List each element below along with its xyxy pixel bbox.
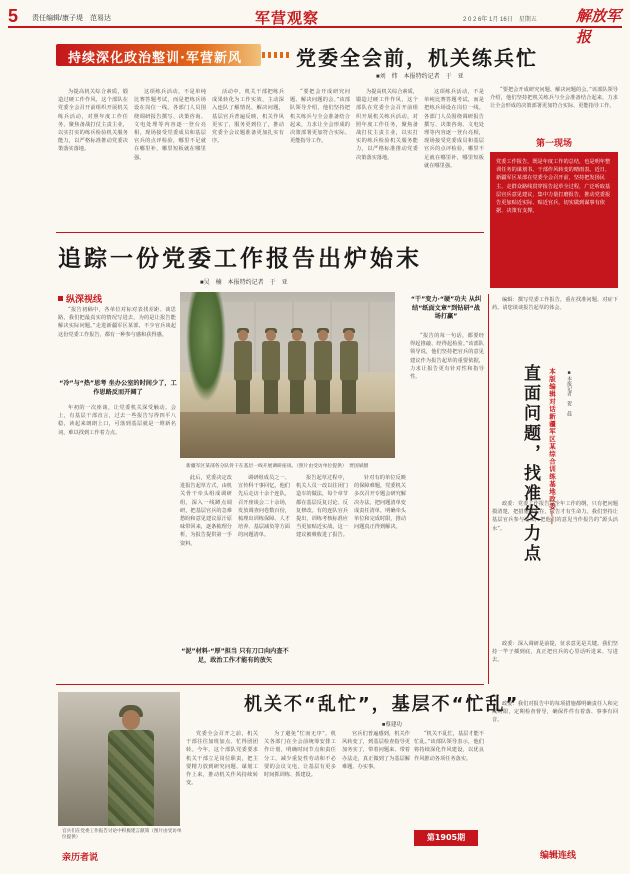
- page-header: [8, 4, 622, 46]
- sidebar-1-intro: [490, 86, 618, 130]
- sidebar-2-subtitle: 本版编辑对话新疆军区某综合训练基地政委——: [548, 368, 556, 526]
- issue-date: 2 0 2 6年 1月 16日 星期五: [463, 17, 537, 23]
- article-2-mid-para-3: 报告起草过程中，机关人员一改以往闭门造车的做法，每个章节都在基层反复讨论、反复修改。有的连队官兵提出，训练考核标准应当更加贴近实战，这一建议被吸收进了报告。: [296, 475, 348, 539]
- section-divider: [56, 232, 484, 233]
- sidebar-2-qa-2: 政委：党委工作报告是全年工作的纲，只有把问题摸清楚，把措施谋实在，报告才有生命力。我们坚持让基层官兵参与进来，把他们的意见当作报告的“源头活水”。: [492, 501, 618, 532]
- sidebar-1-box: [490, 152, 618, 288]
- article-1-para-6: 这项练兵活动，不是单纯比赛答题考试，而是把练兵场设在岗位一线。各部门人员围绕调研报告撰写、决策咨询、文电处理等内容逐一登台亮相，现场接受党委成员和基层官兵的点评检验，哪里不足就在哪里补，哪里短板就在哪里强。: [424, 89, 484, 169]
- article-2-pull-quote-left: “冷”与“热”思考 坐办公室的时间少了，工作思路反而开阔了: [59, 380, 177, 396]
- article-1-byline: ■刘 炜 本报特约记者 于 亚: [376, 74, 464, 80]
- article-3-para-3: 官兵们普遍感到，机关作风转变了，到基层检查指导更加务实了，带着问题来、带着办法走，真正做到了为基层解难题、办实事。: [342, 731, 410, 770]
- section-divider-2: [56, 684, 484, 685]
- sidebar-2-divider: [488, 294, 489, 684]
- sidebar-3-title: 亲历者说: [62, 853, 99, 863]
- article-3-photo-caption: 官兵们在党委工作报告讨论中积极建言献策（图片由受访单位提供）: [62, 828, 182, 839]
- article-2-photo: [180, 292, 395, 458]
- article-3-para-2: 为了避免“忙而无序”，机关各部门在全会前统筹安排工作计划，明确时间节点和责任分工，减少重复性劳动和不必要的会议文电，让基层有更多时间抓训练、抓建设。: [264, 731, 336, 779]
- sidebar-1-box-text: 党委工作报告，既是年度工作的总结，也是明年整训任务的谋划书。干部作风转变的晴雨表。近日，新疆军区某部在党委全会召开前，坚持把发扬民主、走群众路线贯穿报告起草全过程，广泛听取基层官兵意见建议，集中力量打磨报告，推动党委报告更加贴近实际、贴近官兵，切实做到谋事有依据、决策有支撑。: [496, 159, 611, 215]
- article-1-para-5: 为提高机关综合素质，锻造过硬工作作风，这个部队在党委全会召开前组织开展机关练兵活动，对照年度工作任务，聚焦备战打仗主责主业，以实打实的练兵检验机关服务能力，以严格标准推动党委决策落实落地。: [356, 89, 418, 161]
- article-1-para-4: “要把会开成研究问题、解决问题的会。”该部队领导介绍，他们坚持把机关练兵与全会准备结合起来，力求让全会形成的决策部署更加符合实际、更能指导工作。: [290, 89, 350, 145]
- article-2-mid-para-2: 调研组成员之一、宣传科干事回忆，他们先后走访十余个连队，召开座谈会二十余场，发放调查问卷数百份，梳理出训练保障、人才培养、基层减负等方面的问题清单。: [238, 475, 290, 539]
- article-1-para-3: 活动中，机关干部把练兵成果转化为工作实效，主动深入连队了解情况、解决问题，基层官兵普遍反映，机关作风更实了，服务更到位了，推动党委全会议题准备更加扎实有序。: [212, 89, 284, 145]
- article-2-mid-para-1: 此后，党委决定改进报告起草方式，由机关骨干牵头组成调研组，深入一线蹲点调研，把基层官兵的急难愁盼和意见建议原汁原味带回来，逐条梳理分析，为报告提供第一手资料。: [180, 475, 232, 547]
- sidebar-2-qa-1: 编辑：撰写党委工作报告，重在找准问题、对症下药。请您谈谈报告起草的体会。: [492, 297, 618, 312]
- column-banner: [56, 44, 261, 66]
- article-3-para-4: “机关不乱忙，基层才能不忙乱。”该部队领导表示，他们将持续深化作风建设，以优良作风推动各项任务落实。: [414, 731, 484, 762]
- article-2-left-para-2: 年初的一次座谈，让党委机关深受触动。会上，有基层干部直言，过去一些报告写得四平八稳，读起来朗朗上口，可落到基层就是一堆新名词，难以找到工作着力点。: [58, 405, 176, 436]
- column-banner-text: 持续深化政治整训·军营新风: [68, 51, 242, 66]
- article-2-photo-caption: 新疆军区某部各分队骨干在基层一线开展调研座谈。（照片由受访单位提供） 贾国斌摄: [186, 464, 369, 469]
- article-1-title: 党委全会前，机关练兵忙: [296, 46, 538, 70]
- sidebar-1-title: 第一现场: [536, 139, 573, 149]
- article-1-para-2: 这项练兵活动，不是单纯比赛答题考试，而是把练兵场设在岗位一线。各部门人员围绕调研报告撰写、决策咨询、文电处理等内容逐一登台亮相，现场接受党委成员和基层官兵的点评检验，哪里不足就在哪里补，哪里短板就在哪里强。: [134, 89, 206, 161]
- article-2-left-para-1: “报告初稿中，各单位对标对表找差距、谈思路，我们把最真实的情况写进去，为的是让报告能解决实际问题。”走进新疆军区某部，不少官兵谈起这份党委工作报告，都有一种参与感和获得感。: [58, 307, 176, 338]
- article-3-byline: ■蔡建功: [382, 722, 402, 728]
- article-2-title: 追踪一份党委工作报告出炉始末: [58, 246, 422, 272]
- sidebar-3-body-1: 政委：深入调研是前提，征求意见是关键。我们坚持一竿子插到底，真正把官兵的心里话听进来、写进去。: [492, 641, 618, 664]
- series-tag: 第1905期: [414, 830, 478, 846]
- page-number: 5: [8, 6, 19, 26]
- article-2-pull-quote-mid: “干”变力·“硬”功夫 从纠结“纸面文章”到钻研“战场打赢”: [410, 296, 482, 321]
- banner-decoration: [262, 52, 292, 58]
- sidebar-3-body-2: 政委：我们对报告中的每项措施都明确责任人和完成时限，定期检查督导，确保件件有着落、事事有回音。: [492, 701, 618, 724]
- article-2-pull-quote-bottom: “泥”材料·“厚”担当 只有刀口向内查不足，政治工作才能有的放矢: [181, 648, 289, 664]
- article-2-byline: ■吴 楠 本报特约记者 于 亚: [200, 280, 288, 286]
- newspaper-masthead: 解放军报: [576, 7, 622, 46]
- article-3-para-1: 党委全会召开之前，机关干部往往加班加点、忙得团团转。今年，这个部队党委要求机关干部立足岗位职责，把主要精力放到研究问题、谋划工作上来，推动机关作风持续转变。: [186, 731, 258, 787]
- article-3-photo: [58, 692, 180, 826]
- article-2-mid-para-4: 针对有的单位反映的保障难题，党委机关多次召开专题会研究解决办法，把问题清单变成责任清单，明确牵头单位和完成时限，推动问题真正得到解决。: [354, 475, 406, 531]
- section-title: 军营观察: [255, 9, 320, 27]
- sidebar-2-title: 直面问题，找准发力点: [520, 364, 540, 564]
- editors-line: 责任编辑/康子堤 范易达: [32, 15, 111, 22]
- sidebar-1-intro-text: “要把会开成研究问题、解决问题的会。”该部队领导介绍，他们坚持把机关练兵与全会准备结合起来，力求让全会形成的决策部署更加符合实际、更能指导工作。: [490, 87, 618, 110]
- sidebar-2-byline: ■本报记者 贺 晨: [566, 370, 572, 416]
- article-2-kicker: 纵深视线: [58, 292, 102, 305]
- article-1-para-1: 为提高机关综合素质，锻造过硬工作作风，这个部队在党委全会召开前组织开展机关练兵活动，对照年度工作任务，聚焦备战打仗主责主业，以实打实的练兵检验机关服务能力，以严格标准推动党委决策落实落地。: [58, 89, 128, 153]
- article-3-title: 机关不“乱忙”，基层不“忙乱”: [244, 694, 520, 715]
- article-2-right-para-1: “报告的每一句话，都要经得起推敲、经得起检验。”该部队领导说，他们坚持把官兵的意见建议作为报告起草的重要依据，力求让报告更有针对性和指导性。: [410, 333, 484, 381]
- sidebar-3-right-title: 编辑连线: [540, 851, 577, 861]
